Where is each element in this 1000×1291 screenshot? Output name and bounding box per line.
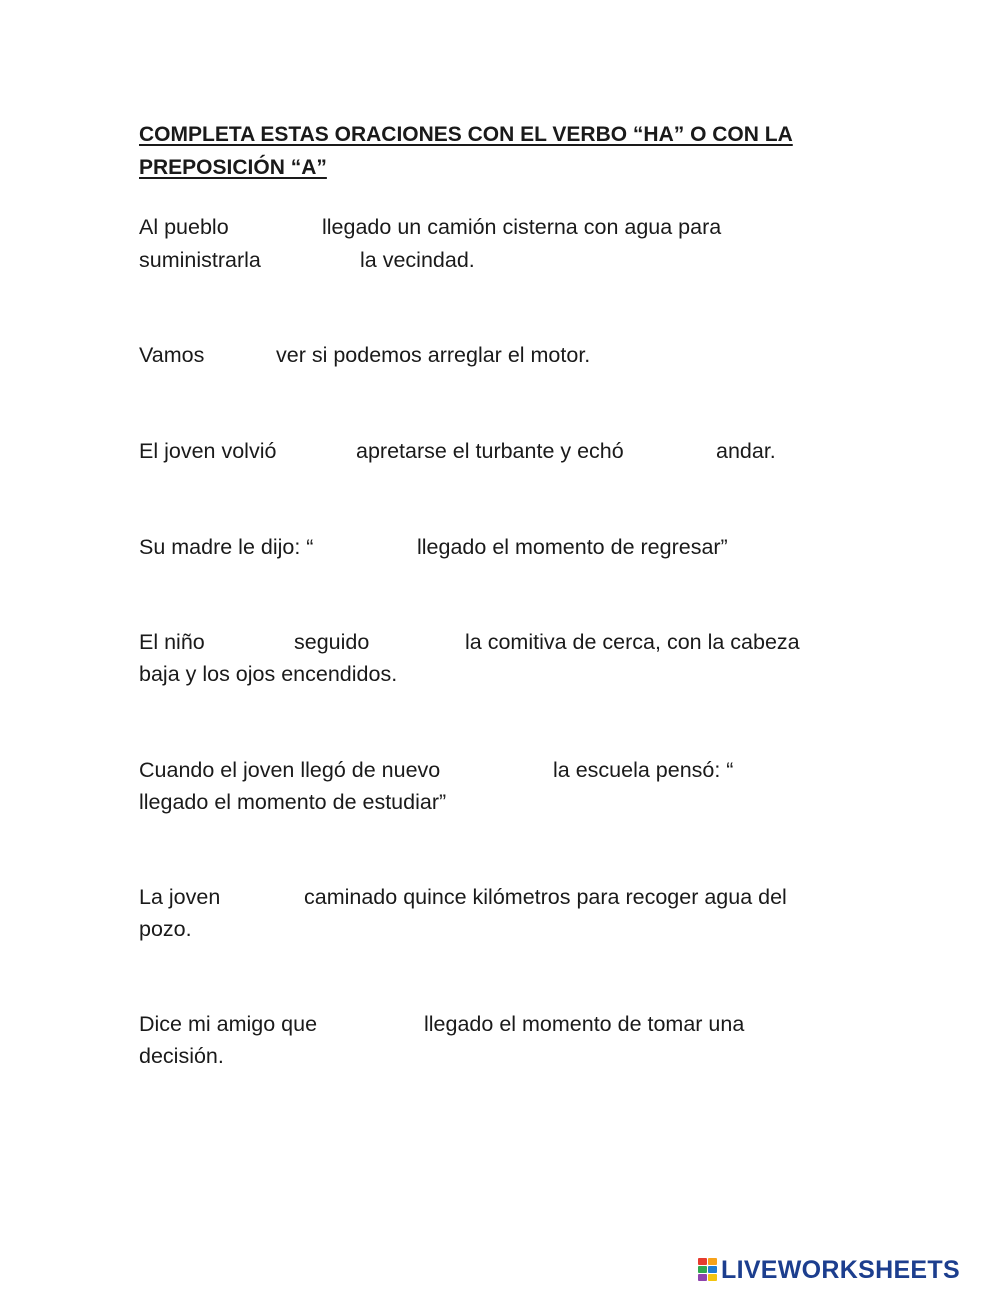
answer-gap-9[interactable] [475,756,549,784]
liveworksheets-logo-icon [698,1258,718,1282]
sentence-text: la comitiva de cerca, con la cabeza [465,630,800,654]
liveworksheets-logo [698,1256,960,1284]
answer-gap-7[interactable] [215,628,287,656]
answer-gap-11[interactable] [231,883,301,911]
title-line-1: COMPLETA ESTAS ORACIONES CON EL VERBO “HA” O CON LA [139,123,793,146]
sentence-text: Cuando el joven llegó de nuevo [139,758,441,782]
answer-gap-10[interactable] [757,756,837,784]
sentence-text: la escuela pensó: “ [553,758,734,782]
answer-gap-8[interactable] [381,628,461,656]
sentence-text: suministrarla [139,248,261,272]
answer-gap-12[interactable] [341,1010,421,1038]
answer-gap-2[interactable] [281,246,357,274]
sentence-text: llegado un camión cisterna con agua para [322,215,722,239]
answer-gap-4[interactable] [295,437,353,465]
answer-gap-3[interactable] [215,341,273,369]
sentence-text: pozo. [139,917,192,941]
sentence-text: Dice mi amigo que [139,1012,318,1036]
sentence-text: ver si podemos arreglar el motor. [276,343,591,367]
title-line-2: PREPOSICIÓN “A” [139,156,327,179]
sentence-text: El niño [139,630,205,654]
worksheet-title [139,118,839,184]
sentence-text: apretarse el turbante y echó [356,439,624,463]
sentence-text: andar. [716,439,776,463]
sentence-text: llegado el momento de tomar una [424,1012,745,1036]
sentence-text: Su madre le dijo: “ [139,535,314,559]
sentence-text: llegado el momento de regresar” [417,535,728,559]
sentence-text: El joven volvió [139,439,277,463]
sentence-text: La joven [139,885,221,909]
sentence-text: seguido [294,630,370,654]
sentence-text: baja y los ojos encendidos. [139,662,398,686]
sentence-text: la vecindad. [360,248,475,272]
sentence-text: decisión. [139,1044,224,1068]
sentence-text: Vamos [139,343,205,367]
sentence-text: Al pueblo [139,215,229,239]
answer-gap-1[interactable] [242,213,318,241]
sentence-text: llegado el momento de estudiar” [139,790,447,814]
answer-gap-6[interactable] [337,533,413,561]
answer-gap-5[interactable] [659,437,711,465]
liveworksheets-logo-text: LIVEWORKSHEETS [721,1255,960,1284]
sentence-text: caminado quince kilómetros para recoger agua del [304,885,787,909]
